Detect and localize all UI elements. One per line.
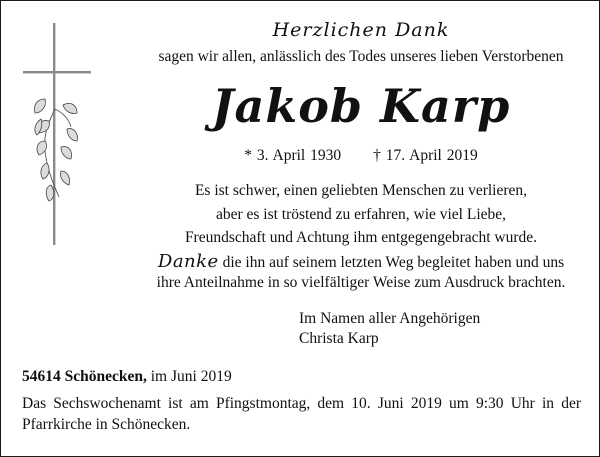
mass-announcement: Das Sechswochenamt ist am Pfingstmontag, dem 10. Juni 2019 um 9:30 Uhr in der Pfarrkirche in Schönecken.: [22, 395, 581, 433]
message-line: ihre Anteilnahme in so vielfältiger Weise zum Ausdruck brachten.: [156, 274, 566, 291]
message-line: Freundschaft und Achtung ihm entgegengebracht wurde.: [184, 229, 538, 246]
message-line: aber es ist tröstend zu erfahren, wie viel Liebe,: [215, 206, 507, 223]
intro-text: sagen wir allen, anlässlich des Todes unseres lieben Verstorbenen: [158, 48, 564, 65]
cross-with-leaves-icon: [1, 1, 101, 251]
deceased-name: Jakob Karp: [211, 79, 511, 133]
place-date: [22, 368, 232, 386]
message-line: [151, 251, 571, 272]
thanks-heading: Herzlichen Dank: [272, 19, 450, 41]
signoff-name: Christa Karp: [299, 330, 379, 347]
message-line: Es ist schwer, einen geliebten Menschen zu verlieren,: [194, 182, 528, 199]
signoff-line: Im Namen aller Angehörigen: [299, 310, 481, 327]
place-location: 54614 Schönecken,: [22, 368, 147, 385]
danke-word: Danke: [157, 251, 219, 272]
death-date: † 17. April 2019: [373, 147, 478, 164]
place-date-text: im Juni 2019: [146, 368, 232, 385]
birth-date: * 3. April 1930: [244, 147, 342, 164]
message-line-rest: die ihn auf seinem letzten Weg begleitet haben und uns: [218, 254, 565, 271]
life-dates: [151, 147, 571, 165]
